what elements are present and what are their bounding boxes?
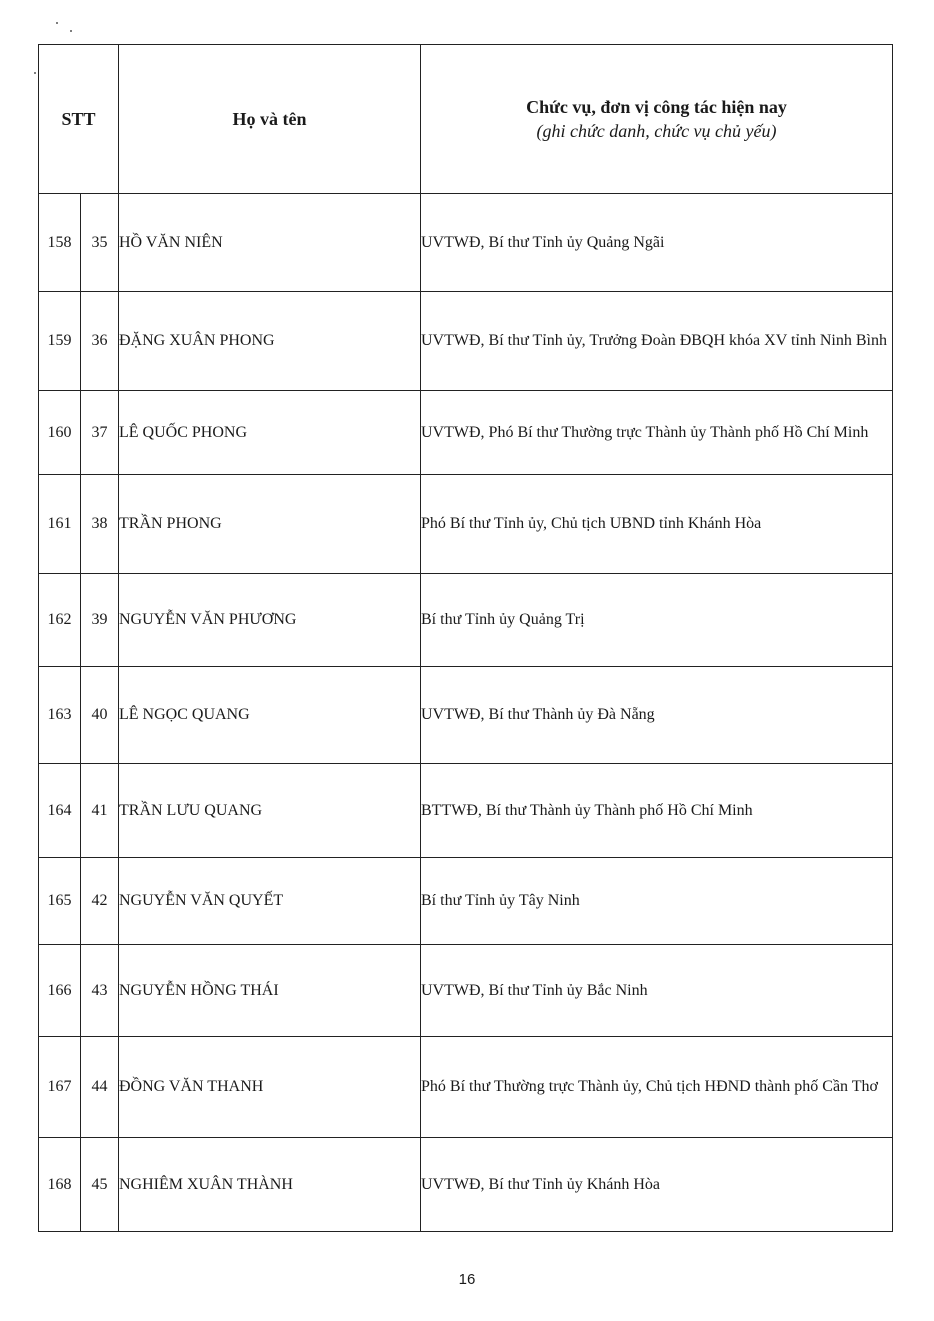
scan-mark [56,22,58,24]
group-number-cell: 36 [81,292,119,391]
table-row [39,764,893,858]
group-number-cell: 42 [81,858,119,945]
table-row [39,475,893,574]
total-number-cell: 160 [39,391,81,475]
position-cell: UVTWĐ, Bí thư Tỉnh ủy, Trưởng Đoàn ĐBQH khóa XV tỉnh Ninh Bình [421,292,893,391]
total-number-cell: 163 [39,667,81,764]
position-cell: Phó Bí thư Tỉnh ủy, Chủ tịch UBND tỉnh Khánh Hòa [421,475,893,574]
group-number-cell: 35 [81,194,119,292]
group-number-cell: 43 [81,945,119,1037]
table-row [39,391,893,475]
name-cell: LÊ NGỌC QUANG [119,667,421,764]
stt-header: STT [39,45,119,194]
table-row [39,292,893,391]
group-number-cell: 44 [81,1037,119,1138]
name-cell: NGUYỄN VĂN PHƯƠNG [119,574,421,667]
scan-mark [70,30,72,32]
total-number-cell: 158 [39,194,81,292]
position-cell: UVTWĐ, Bí thư Tỉnh ủy Khánh Hòa [421,1138,893,1232]
page-number: 16 [458,1271,476,1288]
name-cell: TRẦN PHONG [119,475,421,574]
name-cell: NGUYỄN HỒNG THÁI [119,945,421,1037]
scan-mark [34,72,36,74]
name-cell: NGUYỄN VĂN QUYẾT [119,858,421,945]
position-header-title: Chức vụ, đơn vị công tác hiện nay [526,97,787,117]
position-cell: UVTWĐ, Bí thư Tỉnh ủy Bắc Ninh [421,945,893,1037]
table-row [39,667,893,764]
group-number-cell: 39 [81,574,119,667]
group-number-cell: 41 [81,764,119,858]
table-row [39,945,893,1037]
position-cell: Bí thư Tỉnh ủy Tây Ninh [421,858,893,945]
position-cell: UVTWĐ, Phó Bí thư Thường trực Thành ủy Thành phố Hồ Chí Minh [421,391,893,475]
name-cell: ĐỒNG VĂN THANH [119,1037,421,1138]
total-number-cell: 164 [39,764,81,858]
total-number-cell: 165 [39,858,81,945]
group-number-cell: 38 [81,475,119,574]
position-cell: UVTWĐ, Bí thư Tỉnh ủy Quảng Ngãi [421,194,893,292]
name-header: Họ và tên [119,45,421,194]
table-row [39,858,893,945]
name-cell: LÊ QUỐC PHONG [119,391,421,475]
total-number-cell: 166 [39,945,81,1037]
position-cell: UVTWĐ, Bí thư Thành ủy Đà Nẵng [421,667,893,764]
roster-table [38,44,893,1232]
total-number-cell: 162 [39,574,81,667]
table-row [39,194,893,292]
name-cell: NGHIÊM XUÂN THÀNH [119,1138,421,1232]
total-number-cell: 168 [39,1138,81,1232]
position-cell: BTTWĐ, Bí thư Thành ủy Thành phố Hồ Chí Minh [421,764,893,858]
group-number-cell: 45 [81,1138,119,1232]
name-cell: ĐẶNG XUÂN PHONG [119,292,421,391]
name-cell: HỒ VĂN NIÊN [119,194,421,292]
total-number-cell: 159 [39,292,81,391]
group-number-cell: 40 [81,667,119,764]
group-number-cell: 37 [81,391,119,475]
position-header-note: (ghi chức danh, chức vụ chủ yếu) [536,121,777,141]
position-cell: Bí thư Tỉnh ủy Quảng Trị [421,574,893,667]
total-number-cell: 161 [39,475,81,574]
table-header-row [39,45,893,194]
position-header [421,45,893,194]
name-cell: TRẦN LƯU QUANG [119,764,421,858]
total-number-cell: 167 [39,1037,81,1138]
table-row [39,1037,893,1138]
position-cell: Phó Bí thư Thường trực Thành ủy, Chủ tịch HĐND thành phố Cần Thơ [421,1037,893,1138]
table-row [39,1138,893,1232]
table-row [39,574,893,667]
